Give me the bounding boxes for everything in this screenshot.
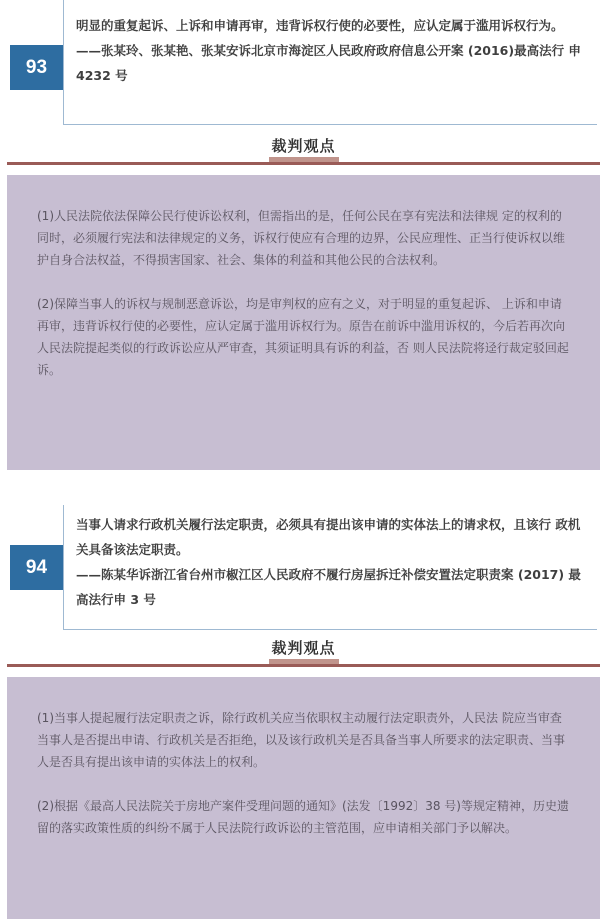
case-number-badge: 93 — [10, 45, 63, 90]
case-citation: ——张某玲、张某艳、张某安诉北京市海淀区人民政府政府信息公开案 (2016)最高法行 申 4232 号 — [76, 43, 581, 83]
section-title-block — [0, 136, 607, 164]
case-93-header — [0, 0, 607, 132]
section-title: 裁判观点 — [271, 639, 336, 657]
ruling-panel — [7, 175, 600, 470]
ruling-paragraph: (1)当事人提起履行法定职责之诉，除行政机关应当依职权主动履行法定职责外，人民法 院应当审查当事人是否提出申请、行政机关是否拒绝，以及该行政机关是否具备当事人所要求的法定职责、当事人是否具有提出该申请的实体法上的权利。 — [37, 711, 566, 769]
case-citation: ——陈某华诉浙江省台州市椒江区人民政府不履行房屋拆迁补偿安置法定职责案 (2017) 最高法行申 3 号 — [76, 567, 581, 607]
section-divider — [7, 162, 600, 165]
case-holding: 当事人请求行政机关履行法定职责，必须具有提出该申请的实体法上的请求权，且该行 政机关具备该法定职责。 — [76, 517, 581, 557]
ruling-paragraph: (2)根据《最高人民法院关于房地产案件受理问题的通知》(法发〔1992〕38 号)等规定精神，历史遗留的落实政策性质的纠纷不属于人民法院行政诉讼的主管范围，应申请相关部门予以解决。 — [37, 799, 569, 835]
section-title: 裁判观点 — [271, 137, 336, 155]
ruling-paragraph: (2)保障当事人的诉权与规制恶意诉讼，均是审判权的应有之义，对于明显的重复起诉、 上诉和申请再审，违背诉权行使的必要性，应认定属于滥用诉权行为。原告在前诉中滥用诉权的，今后若再次向人民法院提起类似的行政诉讼应从严审查，其须证明具有诉的利益，否 则人民法院将迳行裁定驳回起诉。 — [37, 297, 569, 377]
case-summary — [63, 0, 597, 125]
case-holding: 明显的重复起诉、上诉和申请再审，违背诉权行使的必要性，应认定属于滥用诉权行为。 — [76, 18, 564, 33]
section-title-block — [0, 638, 607, 666]
case-94-header — [0, 505, 607, 633]
ruling-paragraph: (1)人民法院依法保障公民行使诉讼权利，但需指出的是，任何公民在享有宪法和法律规 定的权利的同时，必须履行宪法和法律规定的义务，诉权行使应有合理的边界，公民应理性、正当行使诉权以维护自身合法权益，不得损害国家、社会、集体的利益和其他公民的合法权利。 — [37, 209, 566, 267]
section-divider — [7, 664, 600, 667]
case-summary — [63, 505, 597, 630]
ruling-panel — [7, 677, 600, 919]
case-number-badge: 94 — [10, 545, 63, 590]
